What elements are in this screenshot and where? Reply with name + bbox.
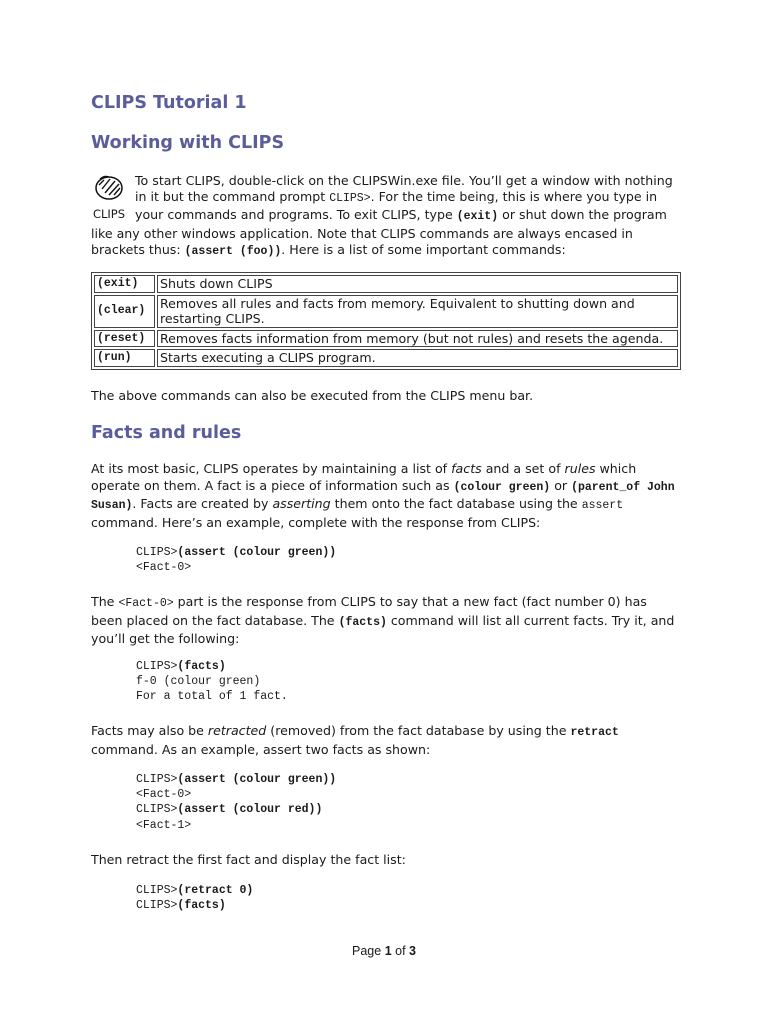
- code-line: [136, 883, 253, 898]
- code-prompt: CLIPS>: [136, 899, 178, 913]
- code-command: (assert (colour green)): [177, 773, 337, 786]
- code-run: assert: [581, 499, 624, 512]
- code-line: [136, 674, 288, 689]
- code-run-bold: retract: [570, 726, 619, 739]
- italic-run: retracted: [207, 723, 267, 738]
- code-line: [136, 772, 336, 787]
- table-row: [94, 330, 678, 348]
- text-run: . Facts are created by: [132, 496, 273, 511]
- after-table-text: The above commands can also be executed from the CLIPS menu bar.: [91, 388, 534, 403]
- facts-paragraph-3: [91, 723, 681, 758]
- table-row: [94, 295, 678, 328]
- facts-paragraph-1: [91, 461, 681, 531]
- text-run: which operate on them. A fact is a piece of information such as: [91, 461, 637, 493]
- text-run: (removed) from the fact database by using the: [266, 723, 571, 738]
- code-run-bold: (colour green): [453, 480, 551, 494]
- document-title: CLIPS Tutorial 1: [91, 93, 247, 113]
- code-block-4: [136, 883, 253, 913]
- code-block-2: [136, 659, 288, 705]
- clips-logo: [91, 173, 127, 225]
- section-heading-facts: Facts and rules: [91, 423, 242, 443]
- text-run: part is the response from CLIPS to say that a new fact (fact number 0) has been placed on the fact database. The: [91, 594, 647, 628]
- command-cell: (exit): [94, 275, 155, 293]
- text-run: command. Here’s an example, complete with the response from CLIPS:: [91, 514, 541, 530]
- table-row: [94, 275, 678, 293]
- code-line: [136, 787, 336, 802]
- code-line: [136, 560, 336, 575]
- text-run: . Here is a list of some important commands:: [281, 241, 566, 257]
- text-run: At its most basic, CLIPS operates by maintaining a list of: [91, 461, 452, 476]
- commands-table: [91, 272, 681, 370]
- text-run: or: [550, 477, 572, 493]
- italic-run: asserting: [272, 496, 331, 511]
- facts-paragraph-2: [91, 594, 681, 648]
- code-block-1: [136, 545, 336, 575]
- code-command: (assert (colour green)): [177, 546, 337, 559]
- code-command: (retract 0): [177, 884, 254, 897]
- code-line: [136, 898, 253, 913]
- code-command: (assert (colour red)): [177, 803, 323, 817]
- text-run: To start CLIPS, double-click on the CLIPSWin.exe file. You’ll get a window with nothing in it but the command prompt: [135, 173, 673, 205]
- text-run: and a set of: [481, 461, 565, 476]
- code-prompt: For a total of 1 fact.: [136, 690, 288, 704]
- facts-paragraph-4: Then retract the first fact and display the fact list:: [91, 852, 406, 867]
- code-line: [136, 818, 336, 833]
- code-line: [136, 802, 336, 817]
- text-run: Facts may also be: [91, 723, 208, 738]
- footer-current-page: 1: [384, 944, 392, 958]
- code-run-bold: (facts): [338, 615, 387, 629]
- clips-logo-label: CLIPS: [92, 207, 126, 222]
- table-row: [94, 349, 678, 367]
- intro-paragraph: [91, 173, 681, 260]
- text-run: command will list all current facts. Try it, and you’ll get the following:: [91, 612, 675, 646]
- text-run: . For the time being, this is where you type in your commands and programs. To exit CLIPS, type: [135, 189, 658, 223]
- description-cell: Removes facts information from memory (but not rules) and resets the agenda.: [157, 330, 678, 348]
- text-run: them onto the fact database using the: [330, 496, 582, 511]
- code-command: (facts): [177, 899, 226, 913]
- description-cell: Removes all rules and facts from memory. Equivalent to shutting down and restarting CLIPS.: [157, 295, 678, 328]
- code-line: [136, 689, 288, 704]
- code-prompt: <Fact-0>: [136, 561, 192, 575]
- code-prompt: CLIPS>: [136, 546, 178, 559]
- code-line: [136, 545, 336, 560]
- command-cell: (run): [94, 349, 155, 367]
- code-prompt: CLIPS>: [136, 773, 178, 786]
- description-cell: Starts executing a CLIPS program.: [157, 349, 678, 367]
- code-run: <Fact-0>: [118, 597, 174, 610]
- code-prompt: <Fact-0>: [136, 788, 192, 802]
- footer-total-pages: 3: [409, 944, 416, 958]
- code-run-bold: (assert (foo)): [184, 244, 282, 258]
- code-run: CLIPS>: [329, 192, 371, 206]
- code-command: (facts): [177, 660, 226, 673]
- italic-run: rules: [564, 461, 596, 476]
- code-line: [136, 659, 288, 674]
- code-run-bold: (exit): [456, 210, 499, 224]
- code-prompt: CLIPS>: [136, 660, 178, 673]
- command-cell: (reset): [94, 330, 155, 348]
- command-cell: (clear): [94, 295, 155, 328]
- code-prompt: f-0 (colour green): [136, 675, 261, 689]
- clips-logo-icon: [94, 173, 124, 201]
- intro-text: [91, 173, 673, 257]
- code-prompt: CLIPS>: [136, 803, 178, 817]
- page-footer: [0, 944, 768, 958]
- code-prompt: <Fact-1>: [136, 818, 192, 832]
- text-run: command. As an example, assert two facts as shown:: [91, 741, 431, 757]
- text-run: The: [91, 594, 119, 609]
- text-run: or shut down the program like any other windows application. Note that CLIPS commands are always encased in brackets thus:: [91, 207, 667, 257]
- code-run-bold: (parent_of John Susan): [91, 480, 675, 512]
- code-prompt: CLIPS>: [136, 884, 178, 897]
- footer-prefix: Page: [352, 944, 385, 958]
- footer-middle: of: [391, 944, 410, 958]
- code-block-3: [136, 772, 336, 833]
- section-heading-working: Working with CLIPS: [91, 133, 285, 153]
- description-cell: Shuts down CLIPS: [157, 275, 678, 293]
- italic-run: facts: [451, 461, 482, 476]
